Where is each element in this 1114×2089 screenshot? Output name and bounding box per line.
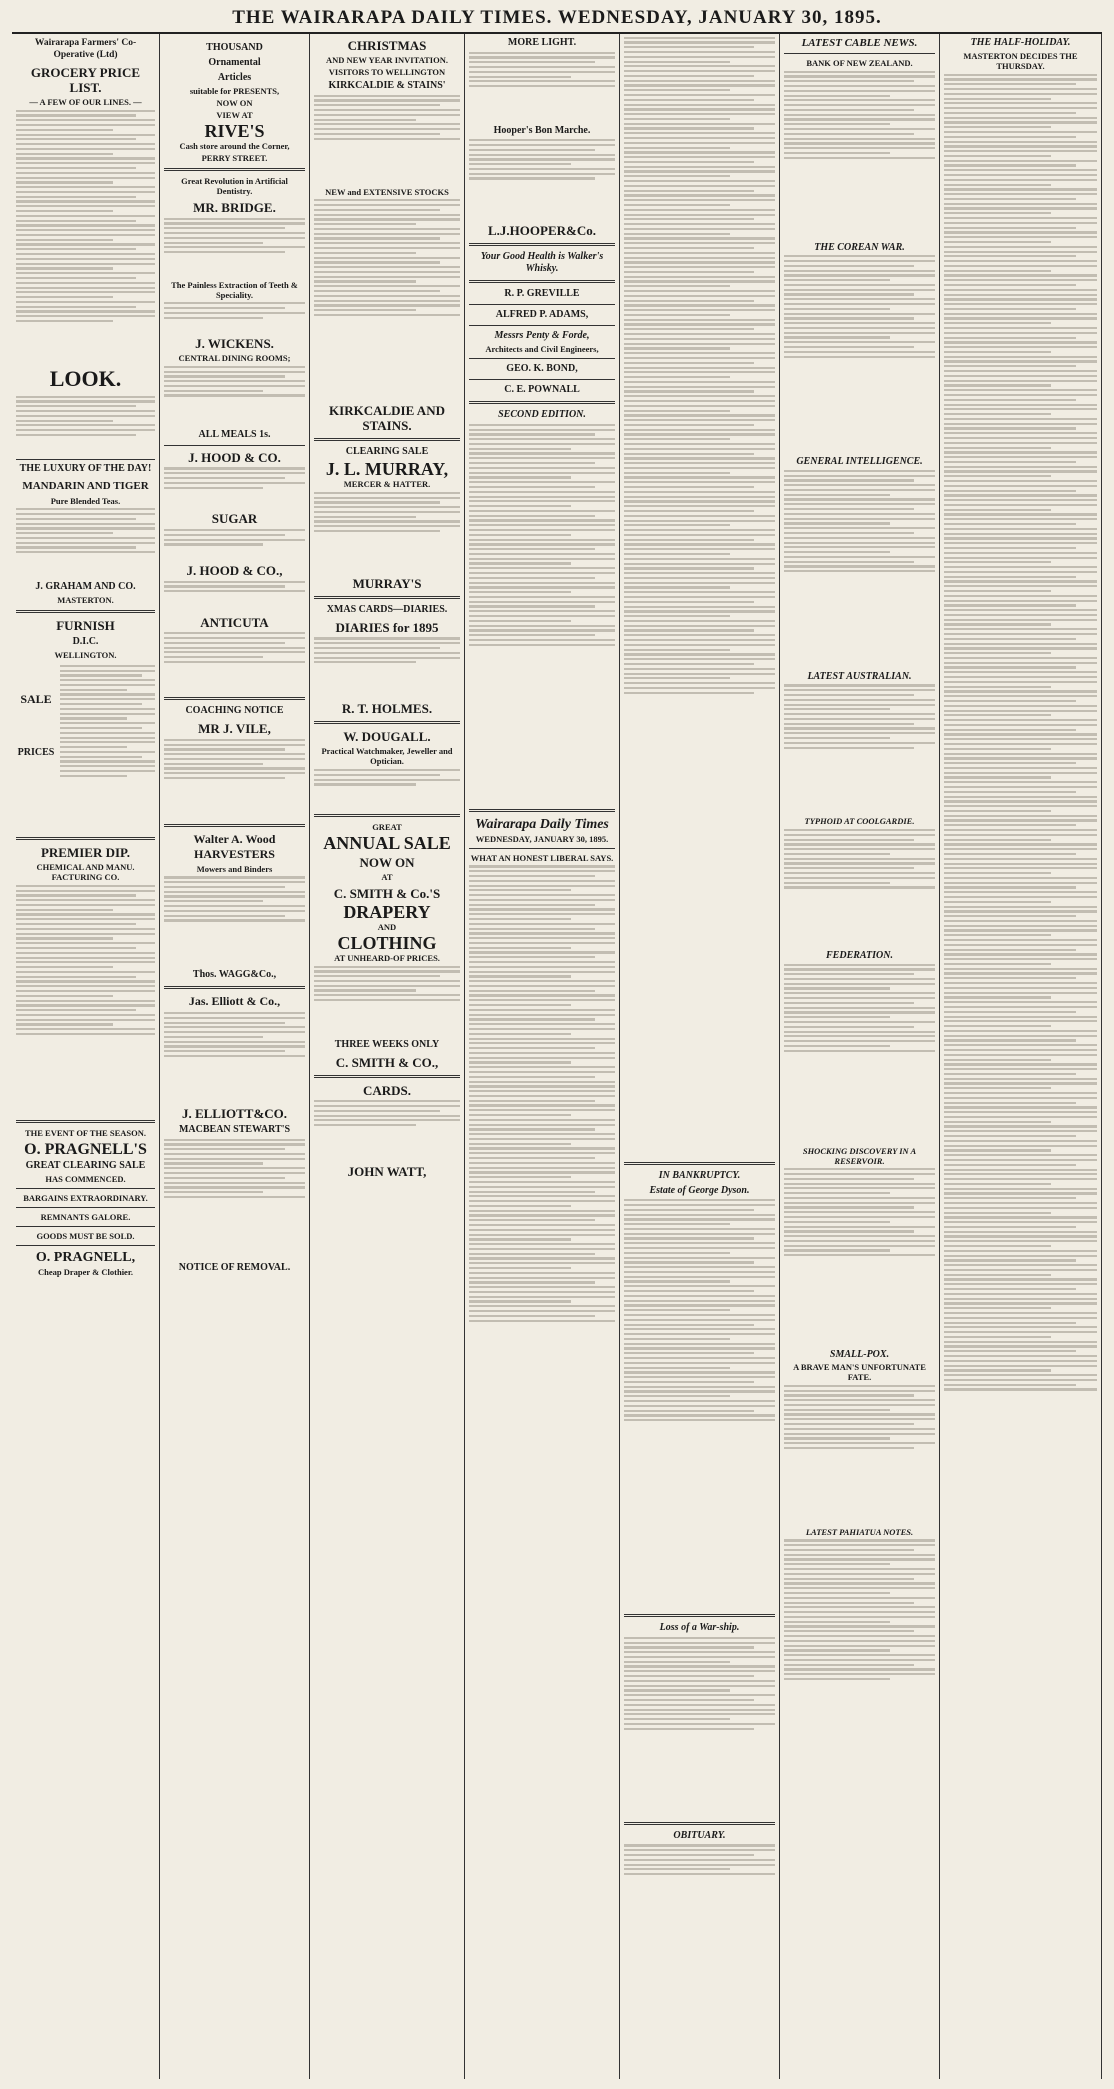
- dougall-text: [314, 769, 460, 809]
- vile-heading: MR J. VILE,: [198, 721, 271, 737]
- thousand-heading: THOUSAND: [206, 42, 263, 53]
- warship-heading: Loss of a War-ship.: [659, 1622, 740, 1634]
- diaries-heading: DIARIES for 1895: [335, 619, 439, 635]
- look-text: [16, 396, 155, 456]
- new-stocks: NEW and EXTENSIVE STOCKS: [325, 186, 449, 197]
- premier-text: [16, 885, 155, 1115]
- masterton-decides: MASTERTON DECIDES THE THURSDAY.: [963, 51, 1078, 71]
- sale-word: SALE: [20, 692, 52, 707]
- watchmaker: Practical Watchmaker, Jeweller and Optician.: [321, 746, 453, 767]
- smallpox-heading: SMALL-POX.: [829, 1349, 890, 1361]
- dougall-heading: W. DOUGALL.: [343, 729, 431, 745]
- ornamental-heading: Ornamental: [208, 57, 261, 68]
- warship-text: [624, 1637, 775, 1817]
- annual-sale: ANNUAL SALE: [323, 832, 451, 853]
- and-word: AND: [377, 921, 397, 932]
- cards-text: [314, 1100, 460, 1160]
- prices-word: PRICES: [17, 747, 55, 759]
- wickens-heading: J. WICKENS.: [195, 336, 274, 352]
- more-light-heading: MORE LIGHT.: [507, 37, 577, 48]
- bankruptcy-heading: IN BANKRUPTCY.: [658, 1169, 741, 1181]
- kirkcaldie-list: [314, 199, 460, 399]
- dic-heading: D.I.C.: [72, 636, 99, 648]
- federation-heading: FEDERATION.: [826, 949, 893, 961]
- column-1: [12, 34, 160, 2079]
- brave-heading: A BRAVE MAN'S UNFORTUNATE FATE.: [793, 1362, 926, 1383]
- australian-text: [784, 684, 935, 814]
- second-edition: SECOND EDITION.: [498, 409, 586, 421]
- elliott2-heading: J. ELLIOTT&CO.: [181, 1105, 288, 1121]
- penty-heading: Messrs Penty & Forde,: [494, 330, 590, 342]
- times-heading: Wairarapa Daily Times: [475, 816, 609, 832]
- half-holiday-heading: THE HALF-HOLIDAY.: [970, 37, 1071, 48]
- smith-text: [314, 966, 460, 1036]
- hooper2-heading: L.J.HOOPER&Co.: [488, 223, 596, 239]
- mercer-heading: MERCER & HATTER.: [343, 479, 431, 490]
- column-3: [310, 34, 465, 2079]
- graham-heading: J. GRAHAM AND CO.: [35, 581, 136, 593]
- cable-heading: LATEST CABLE NEWS.: [801, 37, 918, 49]
- visitors-wellington: VISITORS TO WELLINGTON: [328, 67, 446, 77]
- architects: Architects and Civil Engineers,: [485, 344, 599, 355]
- now-on: NOW ON: [216, 98, 253, 108]
- macbean-text: [164, 1139, 305, 1259]
- three-weeks: THREE WEEKS ONLY: [334, 1038, 440, 1050]
- holmes-heading: R. T. HOLMES.: [341, 701, 433, 717]
- column-7: [940, 34, 1102, 2079]
- anticuta-text: [164, 632, 305, 692]
- mandarin-heading: MANDARIN AND TIGER: [22, 479, 149, 492]
- great-word: GREAT: [372, 821, 402, 832]
- times-date: WEDNESDAY, JANUARY 30, 1895.: [475, 833, 609, 844]
- view-at: VIEW AT: [216, 110, 253, 120]
- coolgardie-heading: TYPHOID AT COOLGARDIE.: [804, 816, 915, 827]
- bank-heading: BANK OF NEW ZEALAND.: [806, 58, 913, 68]
- southland-heading: CHEMICAL AND MANU. FACTURING CO.: [36, 862, 135, 883]
- diaries-text: [314, 637, 460, 697]
- few-lines: — A FEW OF OUR LINES. —: [29, 97, 142, 107]
- murrays-heading: MURRAY'S: [352, 575, 422, 591]
- commenced: HAS COMMENCED.: [45, 1173, 126, 1184]
- newyear-invitation: AND NEW YEAR INVITATION.: [325, 55, 448, 65]
- look-heading: LOOK.: [49, 365, 122, 391]
- coolgardie-text: [784, 829, 935, 949]
- hood2-heading: J. HOOD & CO.,: [186, 562, 283, 578]
- half-holiday-text: [944, 74, 1097, 2034]
- federation-text: [784, 964, 935, 1144]
- anticuta-heading: ANTICUTA: [200, 614, 269, 630]
- walker-heading: Your Good Health is Walker's Whisky.: [480, 251, 604, 275]
- kirkcaldie-text: [314, 95, 460, 185]
- murray-text: [314, 492, 460, 572]
- smith-heading: C. SMITH & Co.'S: [333, 885, 441, 901]
- luxury-heading: THE LUXURY OF THE DAY!: [19, 462, 152, 474]
- reduced-prices: AT UNHEARD-OF PRICES.: [334, 952, 440, 963]
- furnish-heading: FURNISH: [56, 618, 115, 634]
- news-text: [624, 37, 775, 1157]
- watt-heading: JOHN WATT,: [347, 1164, 427, 1180]
- second-edition-text: [469, 424, 615, 804]
- pahiatua-heading: LATEST PAHIATUA NOTES.: [805, 1526, 914, 1537]
- kirkcaldie2-heading: KIRKCALDIE AND STAINS.: [329, 403, 445, 434]
- dentistry-heading: Great Revolution in Artificial Dentistry.: [181, 176, 288, 196]
- wickens-text: [164, 366, 305, 426]
- murray-heading: J. L. MURRAY,: [325, 459, 449, 480]
- bridge-text: [164, 218, 305, 278]
- articles-heading: Articles: [217, 72, 252, 83]
- hood-heading: J. HOOD & CO.: [188, 449, 281, 465]
- painless-text: [164, 302, 305, 332]
- masthead: THE WAIRARAPA DAILY TIMES. WEDNESDAY, JANUARY 30, 1895.: [12, 4, 1102, 34]
- shocking-text: [784, 1168, 935, 1348]
- bank-text: [784, 71, 935, 241]
- general-text: [784, 470, 935, 670]
- clothing-heading: CLOTHING: [337, 932, 437, 953]
- cash-store: Cash store around the Corner,: [179, 141, 290, 151]
- australian-heading: LATEST AUSTRALIAN.: [807, 670, 912, 682]
- removal-heading: NOTICE OF REMOVAL.: [178, 1261, 291, 1273]
- editorial-text: [469, 865, 615, 1565]
- sugar-text: [164, 529, 305, 559]
- kirkcaldie-heading: KIRKCALDIE & STAINS': [328, 80, 446, 91]
- coop-heading: Wairarapa Farmers' Co-Operative (Ltd): [34, 38, 137, 60]
- elliott-text: [164, 1012, 305, 1102]
- hood-text: [164, 467, 305, 507]
- light-text: [469, 52, 615, 122]
- obituary-heading: OBITUARY.: [673, 1829, 726, 1841]
- general-heading: GENERAL INTELLIGENCE.: [796, 456, 923, 468]
- alfred-heading: ALFRED P. ADAMS,: [495, 309, 589, 321]
- dic-town: WELLINGTON.: [54, 650, 117, 661]
- pahiatua-text: [784, 1539, 935, 1839]
- meals-heading: ALL MEALS 1s.: [198, 428, 271, 440]
- now-on-heading: NOW ON: [359, 854, 415, 870]
- vile-text: [164, 739, 305, 819]
- dining-rooms: CENTRAL DINING ROOMS;: [178, 353, 291, 364]
- column-6: [780, 34, 940, 2079]
- honest-heading: WHAT AN HONEST LIBERAL SAYS.: [470, 852, 614, 863]
- corean-heading: THE COREAN WAR.: [814, 241, 905, 253]
- hood2-text: [164, 581, 305, 611]
- smith2-heading: C. SMITH & CO.,: [335, 1054, 439, 1070]
- clearing-heading: CLEARING SALE: [345, 446, 429, 458]
- remnants: REMNANTS GALORE.: [40, 1211, 131, 1222]
- rives-heading: RIVE'S: [204, 121, 265, 141]
- column-2: [160, 34, 310, 2079]
- premier-heading: PREMIER DIP.: [40, 845, 131, 861]
- goods-sold: GOODS MUST BE SOLD.: [36, 1230, 135, 1241]
- xmas-cards: CARDS.: [362, 1082, 412, 1098]
- drapery-heading: DRAPERY: [343, 901, 431, 922]
- pragnell-name: O. PRAGNELL,: [35, 1249, 136, 1265]
- obituary-text: [624, 1844, 775, 1924]
- christmas-heading: CHRISTMAS: [347, 38, 427, 53]
- perry-street: PERRY STREET.: [201, 153, 268, 163]
- hooper-text: [469, 139, 615, 219]
- dic-text: [60, 662, 155, 832]
- pownall-heading: C. E. POWNALL: [504, 384, 580, 396]
- suitable-text: suitable for PRESENTS,: [189, 86, 280, 96]
- grocery-heading: GROCERY PRICE LIST.: [30, 65, 141, 95]
- bridge-heading: MR. BRIDGE.: [193, 200, 276, 215]
- at-word: AT: [381, 871, 393, 882]
- sugar-heading: SUGAR: [211, 511, 258, 527]
- bargains: BARGAINS EXTRAORDINARY.: [23, 1192, 148, 1203]
- painless-heading: The Painless Extraction of Teeth & Speciality.: [171, 279, 298, 300]
- greville-heading: R. P. GREVILLE: [504, 288, 580, 300]
- wagg-heading: Thos. WAGG&Co.,: [192, 969, 277, 981]
- bond-heading: GEO. K. BOND,: [506, 363, 578, 375]
- blended-teas: Pure Blended Teas.: [50, 495, 121, 506]
- dyson-heading: Estate of George Dyson.: [649, 1184, 750, 1196]
- column-5: [620, 34, 780, 2079]
- column-4: [465, 34, 620, 2079]
- cheap-draper: Cheap Draper & Clothier.: [38, 1266, 133, 1277]
- macbean-heading: MACBEAN STEWART'S: [178, 1123, 291, 1135]
- mowers-heading: Mowers and Binders: [196, 863, 273, 874]
- shocking-heading: SHOCKING DISCOVERY IN A RESERVOIR.: [802, 1145, 917, 1166]
- wood-text: [164, 876, 305, 966]
- brave-text: [784, 1385, 935, 1525]
- event-heading: THE EVENT OF THE SEASON.: [24, 1127, 146, 1138]
- elliott-heading: Jas. Elliott & Co.,: [188, 994, 281, 1009]
- graham-town: MASTERTON.: [57, 595, 114, 606]
- bankruptcy-text: [624, 1199, 775, 1609]
- coaching-heading: COACHING NOTICE: [185, 705, 284, 717]
- pragnell-heading: O. PRAGNELL'S: [24, 1140, 147, 1158]
- corean-text: [784, 255, 935, 455]
- wood-heading: Walter A. Wood HARVESTERS: [193, 831, 276, 861]
- tea-text: [16, 508, 155, 578]
- hooper-heading: Hooper's Bon Marche.: [493, 124, 591, 136]
- cards-heading: XMAS CARDS—DIARIES.: [326, 603, 448, 615]
- price-table: [16, 110, 155, 360]
- clearing-sale: GREAT CLEARING SALE: [25, 1159, 146, 1171]
